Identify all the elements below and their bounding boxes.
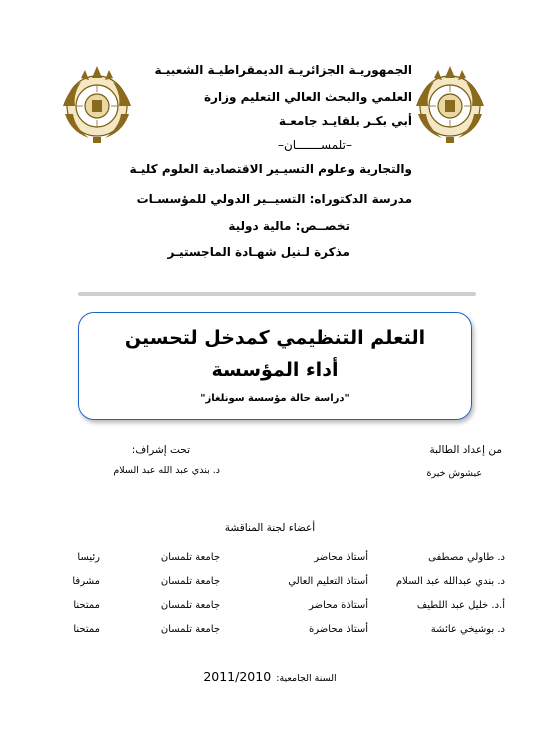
member-rank: أستاذ التعليم العالي xyxy=(288,576,368,587)
separator-bar xyxy=(78,292,476,296)
university-seal-icon xyxy=(55,62,139,146)
member-name: د. بوشيخي عائشة xyxy=(430,624,505,635)
member-university: جامعة تلمسان xyxy=(160,552,220,563)
academic-year-value: 2011/2010 xyxy=(203,669,272,684)
academic-year xyxy=(0,666,540,685)
header-doctoral-school: مدرسة الدكتوراه: التسيــير الدولي للمؤسسـات xyxy=(136,192,412,206)
member-university: جامعة تلمسان xyxy=(160,576,220,587)
member-name: أ.د. خليل عبد اللطيف xyxy=(416,600,505,611)
member-rank: أستاذ محاضر xyxy=(314,552,368,563)
committee-title: أعضاء لجنة المناقشة xyxy=(224,522,316,534)
supervisor-label: تحت إشراف: xyxy=(131,444,190,456)
header-faculty: والتجارية وعلوم التسيـير الاقتصادية العلوم كليـة xyxy=(129,162,412,176)
committee-row xyxy=(0,576,540,594)
member-role: مشرفا xyxy=(72,576,100,587)
thesis-title-box xyxy=(78,312,472,420)
member-name: د. طاولي مصطفى xyxy=(428,552,505,563)
member-university: جامعة تلمسان xyxy=(160,624,220,635)
supervisor-name: د. بندي عبد الله عبد السلام xyxy=(113,465,220,476)
member-rank: أستاذة محاضر xyxy=(309,600,368,611)
committee-row xyxy=(0,600,540,618)
committee-row xyxy=(0,624,540,642)
member-role: رئيسا xyxy=(77,552,100,563)
header-ministry: العلمي والبحث العالي التعليم وزارة xyxy=(203,90,412,104)
header-city: –تلمســـــــان– xyxy=(277,138,352,152)
member-name: د. بندي عبدالله عبد السلام xyxy=(395,576,505,587)
member-role: ممتحنا xyxy=(73,624,100,635)
thesis-subtitle: "دراسة حالة مؤسسة سونلغاز" xyxy=(200,393,350,404)
member-rank: أستاذ محاضرة xyxy=(309,624,368,635)
header-specialty: تخصــص: مالية دولية xyxy=(228,219,350,233)
student-name: عيشوش خيرة xyxy=(426,468,482,479)
academic-year-label: السنة الجامعية: xyxy=(276,673,337,684)
committee-row xyxy=(0,552,540,570)
header-degree: مذكرة لـنيل شهـادة الماجستيـر xyxy=(167,245,350,259)
thesis-title-line2: أداء المؤسسة xyxy=(211,359,339,381)
university-seal-icon xyxy=(408,62,492,146)
header-university: أبي بكـر بلقايـد جامعـة xyxy=(278,114,412,128)
member-role: ممتحنا xyxy=(73,600,100,611)
thesis-title-line1: التعلم التنظيمي كمدخل لتحسين xyxy=(124,327,426,349)
header-republic: الجمهوريـة الجزائريـة الديمقراطيـة الشعبيـة xyxy=(154,63,412,77)
student-label: من إعداد الطالبة xyxy=(429,444,502,456)
member-university: جامعة تلمسان xyxy=(160,600,220,611)
